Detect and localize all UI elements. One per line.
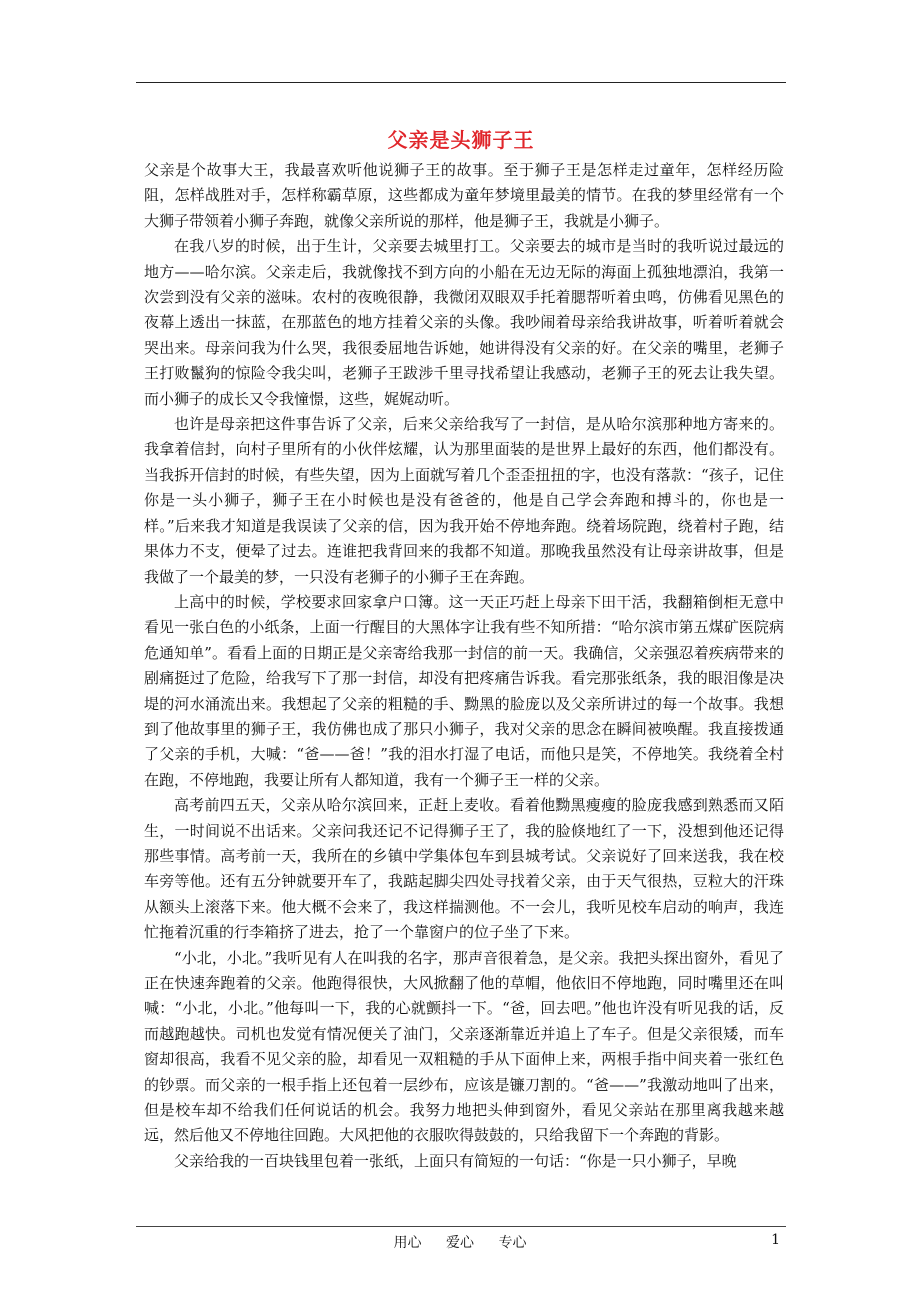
footer-motto-1: 用心 bbox=[393, 1235, 422, 1251]
footer-rule bbox=[136, 1226, 786, 1227]
paragraph: 上高中的时候，学校要求回家拿户口簿。这一天正巧赶上母亲下田干活，我翻箱倒柜无意中看见一张白色的小纸条，上面一行醒目的大黑体字让我有些不知所措：“哈尔滨市第五煤矿医院病危通知单”。看看上面的日期正是父亲寄给我那一封信的前一天。我确信，父亲强忍着疾病带来的剧痛挺过了危险，给我写下了那一封信，却没有把疼痛告诉我。看完那张纸条，我的眼泪像是决堤的河水涌流出来。我想起了父亲的粗糙的手、黝黑的脸庞以及父亲所讲过的每一个故事。我想到了他故事里的狮子王，我仿佛也成了那只小狮子，我对父亲的思念在瞬间被唤醒。我直接拨通了父亲的手机，大喊：“爸——爸！”我的泪水打湿了电话，而他只是笑，不停地笑。我绕着全村在跑，不停地跑，我要让所有人都知道，我有一个狮子王一样的父亲。 bbox=[144, 592, 784, 789]
page-footer bbox=[0, 1232, 920, 1252]
paragraph: 父亲给我的一百块钱里包着一张纸，上面只有简短的一句话：“你是一只小狮子，早晚 bbox=[174, 1151, 737, 1170]
paragraph: 父亲是个故事大王，我最喜欢听他说狮子王的故事。至于狮子王是怎样走过童年，怎样经历险阻，怎样战胜对手，怎样称霸草原，这些都成为童年梦境里最美的情节。在我的梦里经常有一个大狮子带领着小狮子奔跑，就像父亲所说的那样，他是狮子王，我就是小狮子。 bbox=[144, 161, 784, 230]
paragraph: 也许是母亲把这件事告诉了父亲，后来父亲给我写了一封信，是从哈尔滨那种地方寄来的。我拿着信封，向村子里所有的小伙伴炫耀，认为那里面装的是世界上最好的东西，他们都没有。当我拆开信封的时候，有些失望，因为上面就写着几个歪歪扭扭的字，也没有落款：“孩子，记住你是一头小狮子，狮子王在小时候也是没有爸爸的，他是自己学会奔跑和搏斗的，你也是一样。”后来我才知道是我误读了父亲的信，因为我开始不停地奔跑。绕着场院跑，绕着村子跑，结果体力不支，便晕了过去。连谁把我背回来的我都不知道。那晚我虽然没有让母亲讲故事，但是我做了一个最美的梦，一只没有老狮子的小狮子王在奔跑。 bbox=[144, 415, 784, 586]
footer-motto-2: 爱心 bbox=[446, 1235, 474, 1251]
footer-motto-3: 专心 bbox=[498, 1235, 527, 1251]
paragraph: “小北，小北。”我听见有人在叫我的名字，那声音很着急，是父亲。我把头探出窗外，看见了正在快速奔跑着的父亲。他跑得很快，大风掀翻了他的草帽，他依旧不停地跑，同时嘴里还在叫喊：“小北，小北。”他每叫一下，我的心就颤抖一下。“爸，回去吧。”他也许没有听见我的话，反而越跑越快。司机也发觉有情况便关了油门，父亲逐渐靠近并追上了车子。但是父亲很矮，而车窗却很高，我看不见父亲的脸，却看见一双粗糙的手从下面伸上来，两根手指中间夹着一张红色的钞票。而父亲的一根手指上还包着一层纱布，应该是镰刀割的。“爸——”我激动地叫了出来，但是校车却不给我们任何说话的机会。我努力地把头伸到窗外，看见父亲站在那里离我越来越远，然后他又不停地往回跑。大风把他的衣服吹得鼓鼓的，只给我留下一个奔跑的背影。 bbox=[144, 948, 784, 1145]
article-body bbox=[144, 158, 784, 1178]
document-title: 父亲是头狮子王 bbox=[387, 128, 535, 152]
header-rule bbox=[136, 82, 786, 83]
paragraph: 高考前四五天，父亲从哈尔滨回来，正赶上麦收。看着他黝黑瘦瘦的脸庞我感到熟悉而又陌生，一时间说不出话来。父亲问我还记不记得狮子王了，我的脸倏地红了一下，没想到他还记得那些事情。高考前一天，我所在的乡镇中学集体包车到县城考试。父亲说好了回来送我，我在校车旁等他。还有五分钟就要开车了，我踮起脚尖四处寻找着父亲，由于天气很热，豆粒大的汗珠从额头上滚落下来。他大概不会来了，我这样揣测他。不一会儿，我听见校车启动的响声，我连忙拖着沉重的行李箱挤了进去，抢了一个靠窗户的位子坐了下来。 bbox=[144, 796, 784, 942]
paragraph: 在我八岁的时候，出于生计，父亲要去城里打工。父亲要去的城市是当时的我听说过最远的地方——哈尔滨。父亲走后，我就像找不到方向的小船在无边无际的海面上孤独地漂泊，我第一次尝到没有父亲的滋味。农村的夜晚很静，我微闭双眼双手托着腮帮听着虫鸣，仿佛看见黑色的夜幕上透出一抹蓝，在那蓝色的地方挂着父亲的头像。我吵闹着母亲给我讲故事，听着听着就会哭出来。母亲问我为什么哭，我很委屈地告诉她，她讲得没有父亲的好。在父亲的嘴里，老狮子王打败鬣狗的惊险令我尖叫，老狮子王跋涉千里寻找希望让我感动，老狮子王的死去让我失望。而小狮子的成长又令我憧憬，这些，娓娓动听。 bbox=[144, 237, 784, 408]
page-number: 1 bbox=[771, 1232, 780, 1248]
